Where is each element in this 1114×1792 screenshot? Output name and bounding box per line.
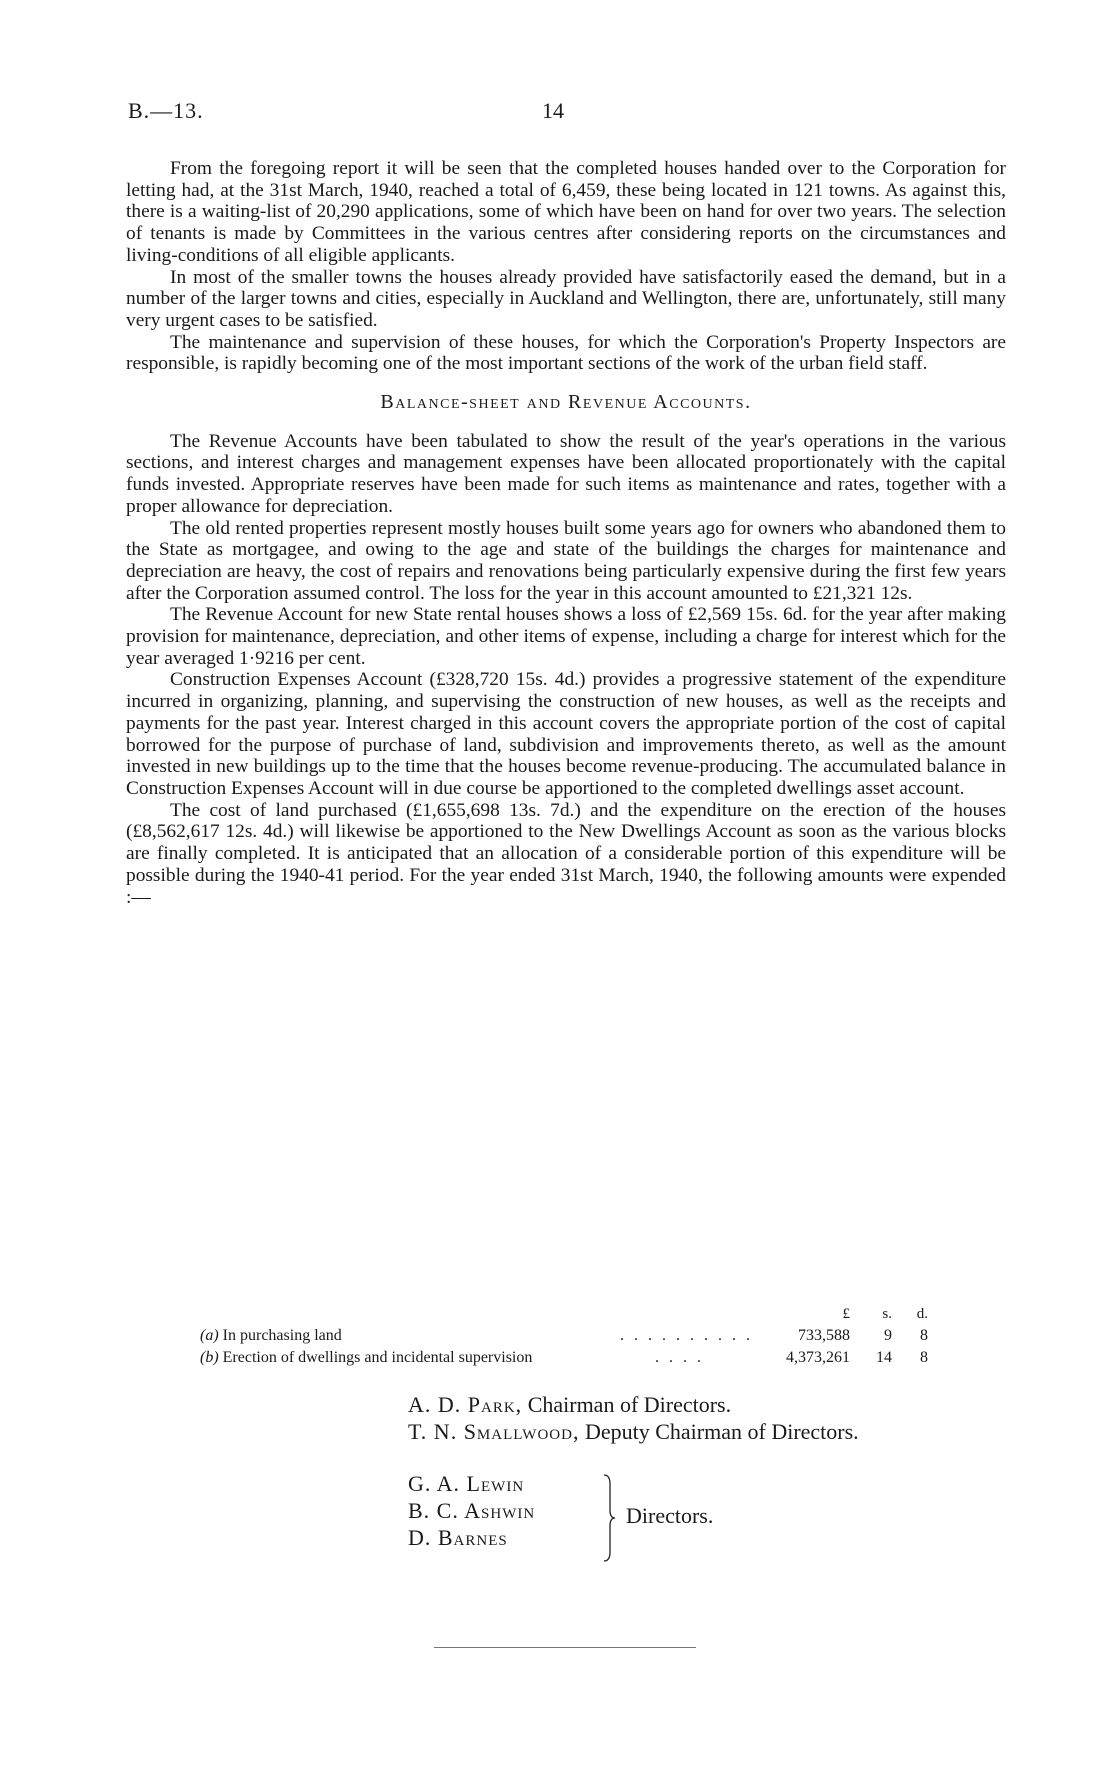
- document-reference: B.—13.: [128, 98, 204, 123]
- pounds-value: 4,373,261: [786, 1349, 850, 1366]
- directors-label: Directors.: [626, 1503, 714, 1528]
- shillings-value: 9: [884, 1327, 892, 1344]
- row-label: In purchasing land: [222, 1327, 342, 1344]
- page-number: 14: [542, 98, 564, 123]
- pence-header: d.: [916, 1306, 928, 1322]
- paragraph: The Revenue Accounts have been tabulated to show the result of the year's operations in the various sections, and interest charges and management expenses have been allocated proportionately with the capital funds invested. Appropriate reserves have been made for such items as maintenance and rates, together with a proper allowance for depreciation.: [126, 430, 1006, 517]
- pounds-header: £: [842, 1306, 850, 1322]
- deputy-signature: [408, 1418, 859, 1445]
- directors-group: [408, 1470, 859, 1570]
- right-brace-icon: [602, 1474, 616, 1562]
- expenditure-label: [200, 1347, 532, 1369]
- deputy-title: Deputy Chairman of Directors.: [584, 1419, 859, 1444]
- chairman-name: A. D. Park,: [408, 1392, 523, 1417]
- deputy-name: T. N. Smallwood,: [408, 1419, 580, 1444]
- director-name: G. A. Lewin: [408, 1471, 525, 1496]
- report-body: [126, 158, 1006, 908]
- paragraph: Construction Expenses Account (£328,720 15s. 4d.) provides a progressive statement of the expenditure incurred in organizing, planning, and supervising the construction of new houses, as well as the receipts and payments for the past year. Interest charged in this account covers the appropriate portion of the cost of capital borrowed for the purpose of purchase of land, subdivision and improvements thereto, as well as the amount invested in new buildings up to the time that the houses become revenue-producing. The accumulated balance in Construction Expenses Account will in due course be apportioned to the completed dwellings asset account.: [126, 669, 1006, 799]
- section-heading: Balance-sheet and Revenue Accounts.: [380, 391, 752, 414]
- chairman-signature: [408, 1391, 859, 1418]
- expenditure-header-row: [200, 1303, 940, 1325]
- row-index: (b): [200, 1349, 219, 1366]
- paragraph: The maintenance and supervision of these houses, for which the Corporation's Property Inspectors are responsible, is rapidly becoming one of the most important sections of the work of the urban field staff.: [126, 331, 1006, 375]
- paragraph: In most of the smaller towns the houses already provided have satisfactorily eased the demand, but in a number of the larger towns and cities, especially in Auckland and Wellington, there are, unfortunately, still many very urgent cases to be satisfied.: [126, 266, 1006, 331]
- row-index: (a): [200, 1327, 219, 1344]
- pence-value: 8: [920, 1327, 928, 1344]
- director-name: B. C. Ashwin: [408, 1498, 536, 1523]
- shillings-header: s.: [882, 1306, 892, 1322]
- leader-dots: . . . . . . . . . .: [620, 1327, 753, 1344]
- paragraph: From the foregoing report it will be seen that the completed houses handed over to the Corporation for letting had, at the 31st March, 1940, reached a total of 6,459, these being located in 121 towns. As against this, there is a waiting-list of 20,290 applications, some of which have been on hand for over two years. The selection of tenants is made by Committees in the various centres after considering reports on the circumstances and living-conditions of all eligible applicants.: [126, 158, 1006, 266]
- paragraph: The old rented properties represent mostly houses built some years ago for owners who abandoned them to the State as mortgagee, and owing to the age and state of the buildings the charges for maintenance and depreciation are heavy, the cost of repairs and renovations being particularly expensive during the first few years after the Corporation assumed control. The loss for the year in this account amounted to £21,321 12s.: [126, 517, 1006, 604]
- row-label: Erection of dwellings and incidental supervision: [222, 1349, 533, 1366]
- expenditure-label: [200, 1325, 342, 1347]
- expenditure-table: [200, 1303, 940, 1369]
- page-header: [0, 98, 1114, 128]
- pounds-value: 733,588: [798, 1327, 850, 1344]
- closing-rule: [434, 1647, 696, 1648]
- shillings-value: 14: [876, 1349, 892, 1366]
- expenditure-row: [200, 1347, 940, 1369]
- chairman-title: Chairman of Directors.: [527, 1392, 732, 1417]
- expenditure-row: [200, 1325, 940, 1347]
- director-name: D. Barnes: [408, 1525, 508, 1550]
- paragraph: The cost of land purchased (£1,655,698 13s. 7d.) and the expenditure on the erection of the houses (£8,562,617 12s. 4d.) will likewise be apportioned to the New Dwellings Account as soon as the various blocks are finally completed. It is anticipated that an allocation of a considerable portion of this expenditure will be possible during the 1940-41 period. For the year ended 31st March, 1940, the following amounts were expended :—: [126, 799, 1006, 908]
- paragraph: The Revenue Account for new State rental houses shows a loss of £2,569 15s. 6d. for the year after making provision for maintenance, depreciation, and other items of expense, including a charge for interest which for the year averaged 1·9216 per cent.: [126, 604, 1006, 669]
- signature-block: [408, 1391, 859, 1570]
- leader-dots: . . . .: [655, 1349, 704, 1366]
- pence-value: 8: [920, 1349, 928, 1366]
